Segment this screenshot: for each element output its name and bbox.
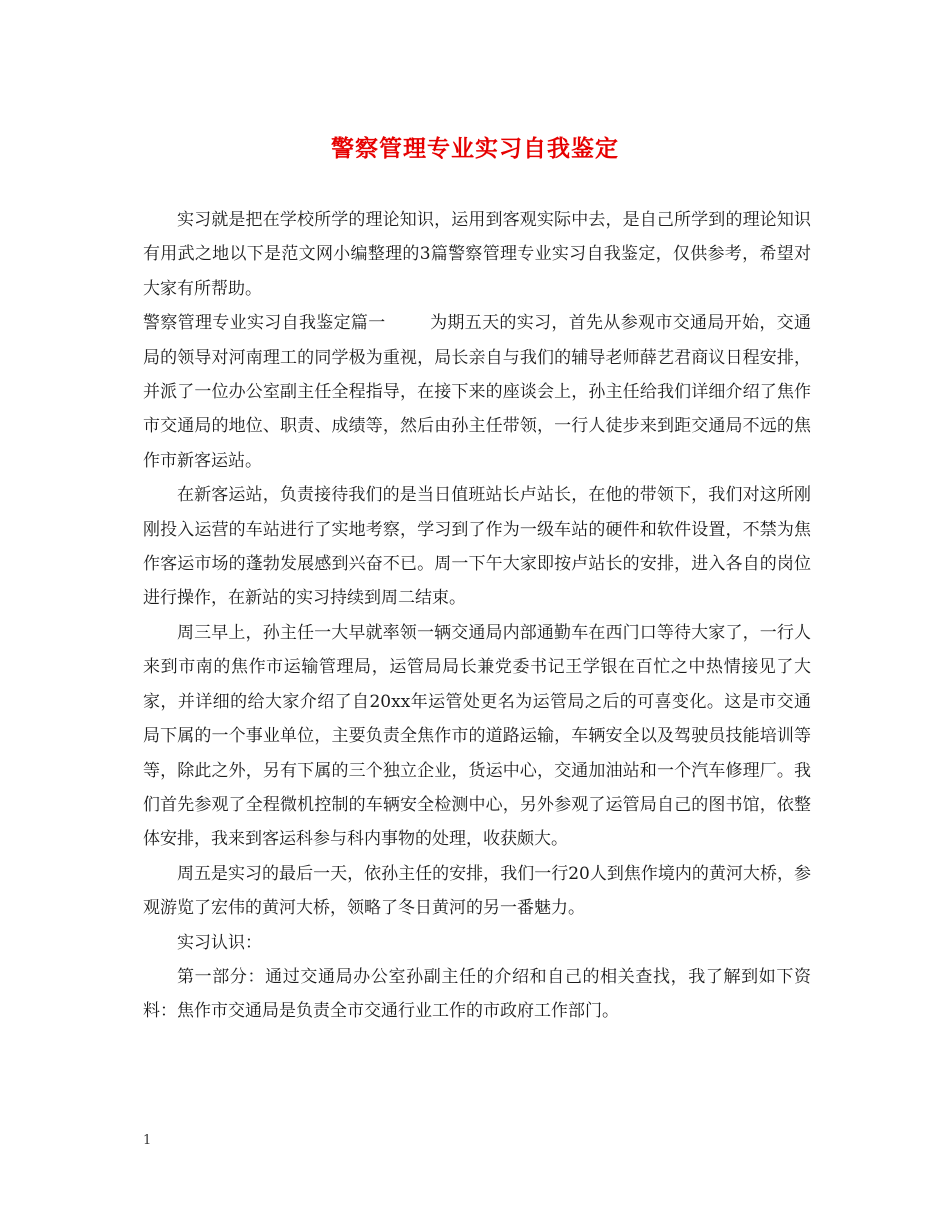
paragraph-part-one: 第一部分：通过交通局办公室孙副主任的介绍和自己的相关查找，我了解到如下资料：焦作市交通局是负责全市交通行业工作的市政府工作部门。 [143, 966, 811, 1022]
paragraph-internship-understanding: 实习认识： [177, 932, 262, 953]
paragraph-friday: 周五是实习的最后一天，依孙主任的安排，我们一行20人到焦作境内的黄河大桥，参观游览了宏伟的黄河大桥，领略了冬日黄河的另一番魅力。 [143, 863, 811, 919]
intro-paragraph: 实习就是把在学校所学的理论知识，运用到客观实际中去，是自己所学到的理论知识有用武之地以下是范文网小编整理的3篇警察管理专业实习自我鉴定，仅供参考，希望对大家有所帮助。 [143, 210, 811, 299]
paragraph-new-station: 在新客运站，负责接待我们的是当日值班站长卢站长，在他的带领下，我们对这所刚刚投入运营的车站进行了实地考察，学习到了作为一级车站的硬件和软件设置，不禁为焦作客运市场的蓬勃发展感到兴奋不已。周一下午大家即按卢站长的安排，进入各自的岗位进行操作，在新站的实习持续到周二结束。 [143, 485, 811, 609]
section-heading: 警察管理专业实习自我鉴定篇一 [143, 313, 386, 334]
document-title: 警察管理专业实习自我鉴定 [331, 136, 619, 162]
document-body [143, 203, 811, 1029]
paragraph-wednesday: 周三早上，孙主任一大早就率领一辆交通局内部通勤车在西门口等待大家了，一行人来到市南的焦作市运输管理局，运管局局长兼党委书记王学银在百忙之中热情接见了大家，并详细的给大家介绍了自20xx年运管处更名为运管局之后的可喜变化。这是市交通局下属的一个事业单位，主要负责全焦作市的道路运输，车辆安全以及驾驶员技能培训等等，除此之外，另有下属的三个独立企业，货运中心，交通加油站和一个汽车修理厂。我们首先参观了全程微机控制的车辆安全检测中心，另外参观了运管局自己的图书馆，依整体安排，我来到客运科参与科内事物的处理，收获颇大。 [143, 622, 811, 850]
section-paragraph [143, 306, 811, 478]
section-first-text: 为期五天的实习，首先从参观市交通局开始，交通局的领导对河南理工的同学极为重视，局长亲自与我们的辅导老师薛艺君商议日程安排，并派了一位办公室副主任全程指导，在接下来的座谈会上，孙主任给我们详细介绍了焦作市交通局的地位、职责、成绩等，然后由孙主任带领，一行人徒步来到距交通局不远的焦作市新客运站。 [143, 313, 811, 471]
page-number: 1 [143, 1133, 152, 1148]
